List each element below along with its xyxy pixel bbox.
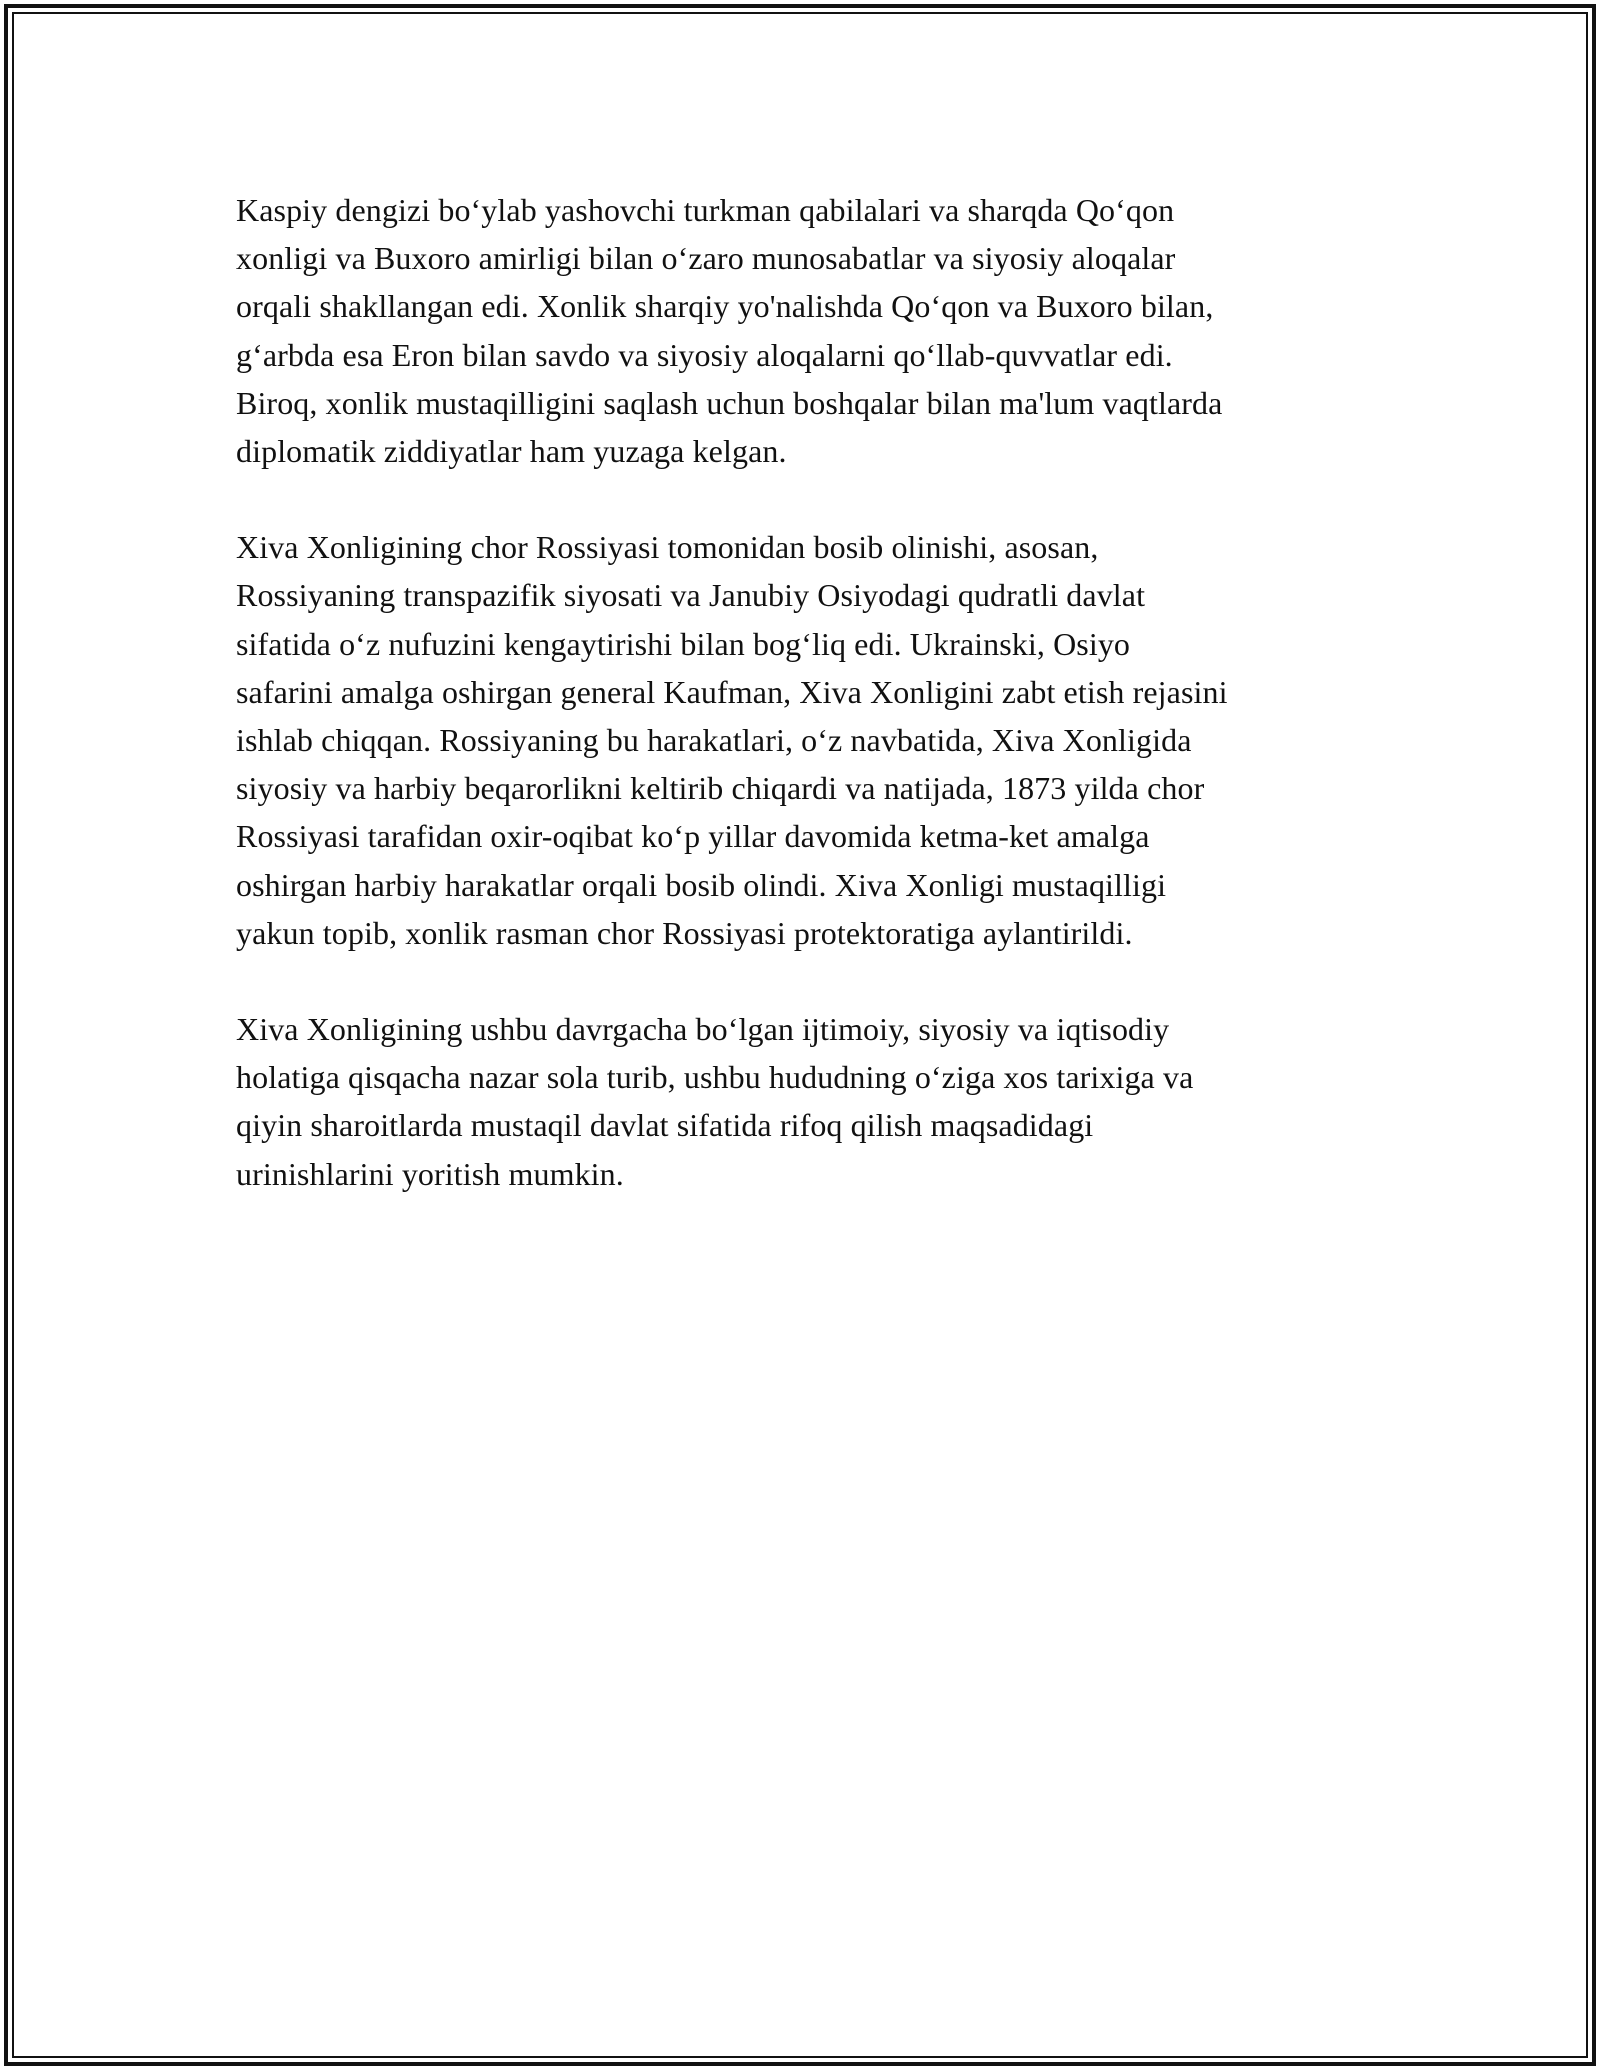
paragraph-line: urinishlarini yoritish mumkin. [236,1155,624,1192]
paragraph-line: yakun topib, xonlik rasman chor Rossiyasi protektoratiga aylantirildi. [236,914,1133,951]
paragraph-line: Rossiyaning transpazifik siyosati va Janubiy Osiyodagi qudratli davlat [236,577,1146,614]
paragraph-line: orqali shakllangan edi. Xonlik sharqiy yo'nalishda Qo‘qon va Buxoro bilan, [236,288,1214,325]
paragraph-line: safarini amalga oshirgan general Kaufman, Xiva Xonligini zabt etish rejasini [236,673,1228,710]
paragraph-line: Biroq, xonlik mustaqilligini saqlash uchun boshqalar bilan ma'lum vaqtlarda [236,384,1223,421]
paragraph-line: Kaspiy dengizi bo‘ylab yashovchi turkman qabilalari va sharqda Qo‘qon [236,192,1175,228]
paragraph-line: g‘arbda esa Eron bilan savdo va siyosiy aloqalarni qo‘llab-quvvatlar edi. [236,336,1173,373]
paragraph-line: Rossiyasi tarafidan oxir-oqibat ko‘p yillar davomida ketma-ket amalga [236,818,1150,855]
paragraph-line: ishlab chiqqan. Rossiyaning bu harakatlari, o‘z navbatida, Xiva Xonligida [236,722,1192,759]
paragraph-line: holatiga qisqacha nazar sola turib, ushbu hududning o‘ziga xos tarixiga va [236,1059,1194,1096]
document-body [236,186,1376,1246]
paragraph-line: qiyin sharoitlarda mustaqil davlat sifatida rifoq qilish maqsadidagi [236,1107,1094,1144]
paragraph-line: oshirgan harbiy harakatlar orqali bosib olindi. Xiva Xonligi mustaqilligi [236,866,1167,903]
paragraph-1 [236,186,1376,475]
paragraph-line: Xiva Xonligining ushbu davrgacha bo‘lgan ijtimoiy, siyosiy va iqtisodiy [236,1011,1170,1048]
paragraph-line: Xiva Xonligining chor Rossiyasi tomonidan bosib olinishi, asosan, [236,529,1099,566]
paragraph-line: diplomatik ziddiyatlar ham yuzaga kelgan. [236,433,787,470]
paragraph-2 [236,523,1376,957]
paragraph-line: sifatida o‘z nufuzini kengaytirishi bilan bog‘liq edi. Ukrainski, Osiyo [236,625,1131,662]
paragraph-line: xonligi va Buxoro amirligi bilan o‘zaro munosabatlar va siyosiy aloqalar [236,240,1176,277]
paragraph-3 [236,1005,1376,1198]
paragraph-line: siyosiy va harbiy beqarorlikni keltirib chiqardi va natijada, 1873 yilda chor [236,770,1205,807]
